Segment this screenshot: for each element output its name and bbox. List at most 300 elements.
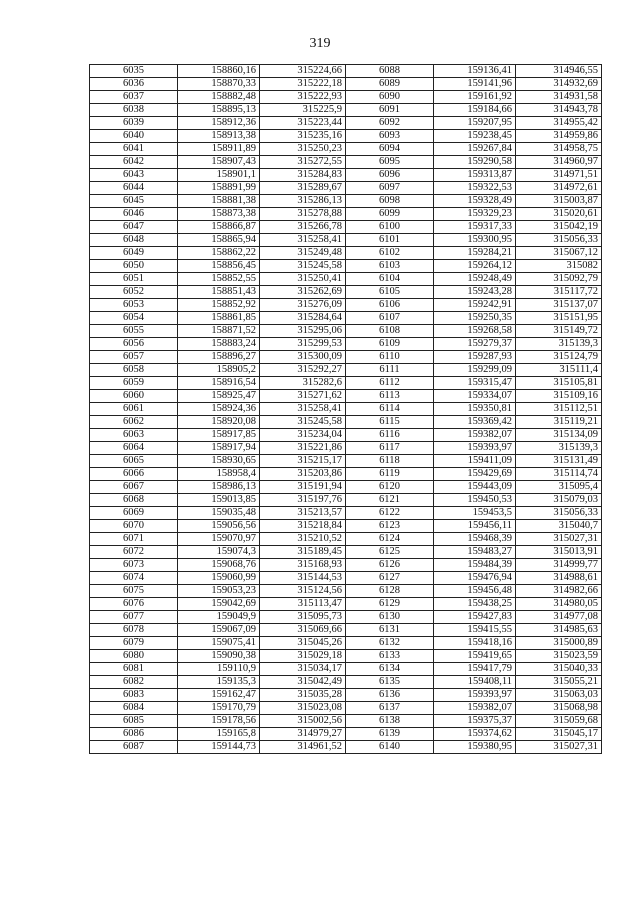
left-point-number-cell: 6059: [90, 377, 178, 390]
left-y-coordinate-cell: 315292,27: [260, 364, 346, 377]
table-row: [90, 481, 602, 494]
table-row: [90, 104, 602, 117]
right-x-coordinate-cell: 159419,65: [434, 650, 516, 663]
right-x-coordinate-cell: 159328,49: [434, 195, 516, 208]
right-x-coordinate-cell: 159438,25: [434, 598, 516, 611]
left-x-coordinate-cell: 158916,54: [178, 377, 260, 390]
right-point-number-cell: 6103: [346, 260, 434, 273]
left-y-coordinate-cell: 315034,17: [260, 663, 346, 676]
left-x-coordinate-cell: 158882,48: [178, 91, 260, 104]
left-x-coordinate-cell: 158924,36: [178, 403, 260, 416]
left-point-number-cell: 6078: [90, 624, 178, 637]
left-y-coordinate-cell: 315234,04: [260, 429, 346, 442]
right-x-coordinate-cell: 159450,53: [434, 494, 516, 507]
right-x-coordinate-cell: 159429,69: [434, 468, 516, 481]
left-x-coordinate-cell: 159042,69: [178, 598, 260, 611]
right-y-coordinate-cell: 315111,4: [516, 364, 602, 377]
left-point-number-cell: 6046: [90, 208, 178, 221]
right-x-coordinate-cell: 159242,91: [434, 299, 516, 312]
right-point-number-cell: 6109: [346, 338, 434, 351]
right-y-coordinate-cell: 314971,51: [516, 169, 602, 182]
right-x-coordinate-cell: 159267,84: [434, 143, 516, 156]
left-y-coordinate-cell: 315221,86: [260, 442, 346, 455]
right-y-coordinate-cell: 314972,61: [516, 182, 602, 195]
left-x-coordinate-cell: 158895,13: [178, 104, 260, 117]
right-x-coordinate-cell: 159374,62: [434, 728, 516, 741]
right-y-coordinate-cell: 314958,75: [516, 143, 602, 156]
left-y-coordinate-cell: 315299,53: [260, 338, 346, 351]
right-x-coordinate-cell: 159161,92: [434, 91, 516, 104]
right-point-number-cell: 6101: [346, 234, 434, 247]
right-y-coordinate-cell: 315067,12: [516, 247, 602, 260]
table-row: [90, 221, 602, 234]
right-x-coordinate-cell: 159427,83: [434, 611, 516, 624]
right-x-coordinate-cell: 159382,07: [434, 702, 516, 715]
left-y-coordinate-cell: 315002,56: [260, 715, 346, 728]
right-x-coordinate-cell: 159476,94: [434, 572, 516, 585]
left-x-coordinate-cell: 158925,47: [178, 390, 260, 403]
left-point-number-cell: 6068: [90, 494, 178, 507]
left-x-coordinate-cell: 159135,3: [178, 676, 260, 689]
table-row: [90, 286, 602, 299]
left-y-coordinate-cell: 315222,18: [260, 78, 346, 91]
left-x-coordinate-cell: 158920,08: [178, 416, 260, 429]
table-row: [90, 273, 602, 286]
right-x-coordinate-cell: 159350,81: [434, 403, 516, 416]
right-y-coordinate-cell: 314955,42: [516, 117, 602, 130]
left-x-coordinate-cell: 159013,85: [178, 494, 260, 507]
table-row: [90, 403, 602, 416]
right-x-coordinate-cell: 159380,95: [434, 741, 516, 754]
right-y-coordinate-cell: 315105,81: [516, 377, 602, 390]
left-point-number-cell: 6037: [90, 91, 178, 104]
right-point-number-cell: 6094: [346, 143, 434, 156]
right-x-coordinate-cell: 159299,09: [434, 364, 516, 377]
table-row: [90, 312, 602, 325]
left-point-number-cell: 6064: [90, 442, 178, 455]
left-point-number-cell: 6071: [90, 533, 178, 546]
left-x-coordinate-cell: 159162,47: [178, 689, 260, 702]
left-y-coordinate-cell: 315222,93: [260, 91, 346, 104]
right-y-coordinate-cell: 314988,61: [516, 572, 602, 585]
left-point-number-cell: 6086: [90, 728, 178, 741]
left-x-coordinate-cell: 158852,92: [178, 299, 260, 312]
left-point-number-cell: 6050: [90, 260, 178, 273]
right-y-coordinate-cell: 315137,07: [516, 299, 602, 312]
right-y-coordinate-cell: 315027,31: [516, 741, 602, 754]
right-x-coordinate-cell: 159279,37: [434, 338, 516, 351]
right-x-coordinate-cell: 159141,96: [434, 78, 516, 91]
left-y-coordinate-cell: 315245,58: [260, 260, 346, 273]
right-x-coordinate-cell: 159264,12: [434, 260, 516, 273]
right-x-coordinate-cell: 159411,09: [434, 455, 516, 468]
right-x-coordinate-cell: 159136,41: [434, 65, 516, 78]
left-x-coordinate-cell: 158856,45: [178, 260, 260, 273]
left-point-number-cell: 6065: [90, 455, 178, 468]
left-y-coordinate-cell: 315215,17: [260, 455, 346, 468]
table-row: [90, 182, 602, 195]
right-y-coordinate-cell: 314985,63: [516, 624, 602, 637]
left-y-coordinate-cell: 315249,48: [260, 247, 346, 260]
left-point-number-cell: 6066: [90, 468, 178, 481]
table-row: [90, 91, 602, 104]
right-y-coordinate-cell: 315063,03: [516, 689, 602, 702]
table-row: [90, 234, 602, 247]
right-x-coordinate-cell: 159250,35: [434, 312, 516, 325]
left-x-coordinate-cell: 158907,43: [178, 156, 260, 169]
left-x-coordinate-cell: 158861,85: [178, 312, 260, 325]
left-x-coordinate-cell: 158866,87: [178, 221, 260, 234]
left-x-coordinate-cell: 158901,1: [178, 169, 260, 182]
left-x-coordinate-cell: 159056,56: [178, 520, 260, 533]
right-point-number-cell: 6099: [346, 208, 434, 221]
table-row: [90, 546, 602, 559]
right-y-coordinate-cell: 314999,77: [516, 559, 602, 572]
table-row: [90, 364, 602, 377]
right-y-coordinate-cell: 315114,74: [516, 468, 602, 481]
left-x-coordinate-cell: 158958,4: [178, 468, 260, 481]
right-y-coordinate-cell: 315003,87: [516, 195, 602, 208]
table-row: [90, 208, 602, 221]
left-point-number-cell: 6054: [90, 312, 178, 325]
right-y-coordinate-cell: 315013,91: [516, 546, 602, 559]
right-y-coordinate-cell: 315023,59: [516, 650, 602, 663]
left-x-coordinate-cell: 158912,36: [178, 117, 260, 130]
right-y-coordinate-cell: 315040,7: [516, 520, 602, 533]
right-y-coordinate-cell: 315139,3: [516, 338, 602, 351]
left-x-coordinate-cell: 158913,38: [178, 130, 260, 143]
right-point-number-cell: 6127: [346, 572, 434, 585]
right-point-number-cell: 6120: [346, 481, 434, 494]
left-x-coordinate-cell: 159068,76: [178, 559, 260, 572]
table-row: [90, 260, 602, 273]
table-row: [90, 299, 602, 312]
right-x-coordinate-cell: 159375,37: [434, 715, 516, 728]
table-row: [90, 130, 602, 143]
right-point-number-cell: 6134: [346, 663, 434, 676]
left-point-number-cell: 6069: [90, 507, 178, 520]
left-point-number-cell: 6077: [90, 611, 178, 624]
right-point-number-cell: 6106: [346, 299, 434, 312]
left-point-number-cell: 6076: [90, 598, 178, 611]
right-y-coordinate-cell: 314980,05: [516, 598, 602, 611]
right-point-number-cell: 6121: [346, 494, 434, 507]
left-point-number-cell: 6061: [90, 403, 178, 416]
left-point-number-cell: 6049: [90, 247, 178, 260]
right-point-number-cell: 6096: [346, 169, 434, 182]
right-x-coordinate-cell: 159248,49: [434, 273, 516, 286]
right-point-number-cell: 6129: [346, 598, 434, 611]
table-row: [90, 442, 602, 455]
right-point-number-cell: 6105: [346, 286, 434, 299]
right-point-number-cell: 6119: [346, 468, 434, 481]
right-x-coordinate-cell: 159313,87: [434, 169, 516, 182]
table-row: [90, 429, 602, 442]
left-y-coordinate-cell: 315113,47: [260, 598, 346, 611]
left-x-coordinate-cell: 158870,33: [178, 78, 260, 91]
right-x-coordinate-cell: 159456,11: [434, 520, 516, 533]
right-x-coordinate-cell: 159468,39: [434, 533, 516, 546]
left-y-coordinate-cell: 315045,26: [260, 637, 346, 650]
left-x-coordinate-cell: 159170,79: [178, 702, 260, 715]
left-y-coordinate-cell: 315035,28: [260, 689, 346, 702]
right-point-number-cell: 6138: [346, 715, 434, 728]
left-x-coordinate-cell: 158917,94: [178, 442, 260, 455]
right-x-coordinate-cell: 159415,55: [434, 624, 516, 637]
left-x-coordinate-cell: 158917,85: [178, 429, 260, 442]
left-x-coordinate-cell: 158905,2: [178, 364, 260, 377]
right-y-coordinate-cell: 314943,78: [516, 104, 602, 117]
left-point-number-cell: 6039: [90, 117, 178, 130]
right-point-number-cell: 6097: [346, 182, 434, 195]
left-y-coordinate-cell: 315245,58: [260, 416, 346, 429]
left-x-coordinate-cell: 158860,16: [178, 65, 260, 78]
right-point-number-cell: 6098: [346, 195, 434, 208]
right-x-coordinate-cell: 159456,48: [434, 585, 516, 598]
left-point-number-cell: 6047: [90, 221, 178, 234]
right-point-number-cell: 6114: [346, 403, 434, 416]
right-x-coordinate-cell: 159184,66: [434, 104, 516, 117]
left-point-number-cell: 6085: [90, 715, 178, 728]
left-x-coordinate-cell: 158930,65: [178, 455, 260, 468]
left-x-coordinate-cell: 159053,23: [178, 585, 260, 598]
right-y-coordinate-cell: 315027,31: [516, 533, 602, 546]
right-point-number-cell: 6118: [346, 455, 434, 468]
right-y-coordinate-cell: 315139,3: [516, 442, 602, 455]
left-point-number-cell: 6063: [90, 429, 178, 442]
table-row: [90, 377, 602, 390]
left-point-number-cell: 6056: [90, 338, 178, 351]
table-row: [90, 156, 602, 169]
left-y-coordinate-cell: 315258,41: [260, 234, 346, 247]
right-point-number-cell: 6128: [346, 585, 434, 598]
left-y-coordinate-cell: 315250,41: [260, 273, 346, 286]
right-y-coordinate-cell: 314931,58: [516, 91, 602, 104]
left-y-coordinate-cell: 315144,53: [260, 572, 346, 585]
right-point-number-cell: 6117: [346, 442, 434, 455]
left-y-coordinate-cell: 315284,64: [260, 312, 346, 325]
table-row: [90, 247, 602, 260]
left-point-number-cell: 6044: [90, 182, 178, 195]
table-row: [90, 338, 602, 351]
table-row: [90, 390, 602, 403]
right-x-coordinate-cell: 159329,23: [434, 208, 516, 221]
table-row: [90, 715, 602, 728]
left-point-number-cell: 6055: [90, 325, 178, 338]
left-point-number-cell: 6087: [90, 741, 178, 754]
left-point-number-cell: 6041: [90, 143, 178, 156]
left-y-coordinate-cell: 315023,08: [260, 702, 346, 715]
left-x-coordinate-cell: 158986,13: [178, 481, 260, 494]
right-y-coordinate-cell: 315042,19: [516, 221, 602, 234]
table-row: [90, 468, 602, 481]
left-y-coordinate-cell: 315218,84: [260, 520, 346, 533]
table-row: [90, 689, 602, 702]
right-point-number-cell: 6132: [346, 637, 434, 650]
left-point-number-cell: 6057: [90, 351, 178, 364]
table-row: [90, 702, 602, 715]
left-point-number-cell: 6074: [90, 572, 178, 585]
left-point-number-cell: 6058: [90, 364, 178, 377]
left-point-number-cell: 6075: [90, 585, 178, 598]
coordinates-table-body: [90, 65, 602, 754]
right-y-coordinate-cell: 315092,79: [516, 273, 602, 286]
right-x-coordinate-cell: 159207,95: [434, 117, 516, 130]
right-y-coordinate-cell: 315109,16: [516, 390, 602, 403]
left-x-coordinate-cell: 158883,24: [178, 338, 260, 351]
right-y-coordinate-cell: 315056,33: [516, 507, 602, 520]
right-x-coordinate-cell: 159484,39: [434, 559, 516, 572]
table-row: [90, 520, 602, 533]
left-point-number-cell: 6038: [90, 104, 178, 117]
right-y-coordinate-cell: 315079,03: [516, 494, 602, 507]
left-y-coordinate-cell: 315278,88: [260, 208, 346, 221]
right-x-coordinate-cell: 159334,07: [434, 390, 516, 403]
right-point-number-cell: 6126: [346, 559, 434, 572]
right-y-coordinate-cell: 315149,72: [516, 325, 602, 338]
left-x-coordinate-cell: 159060,99: [178, 572, 260, 585]
left-point-number-cell: 6082: [90, 676, 178, 689]
right-point-number-cell: 6137: [346, 702, 434, 715]
right-y-coordinate-cell: 314982,66: [516, 585, 602, 598]
left-y-coordinate-cell: 315300,09: [260, 351, 346, 364]
left-x-coordinate-cell: 158871,52: [178, 325, 260, 338]
right-x-coordinate-cell: 159317,33: [434, 221, 516, 234]
left-point-number-cell: 6081: [90, 663, 178, 676]
right-point-number-cell: 6115: [346, 416, 434, 429]
left-point-number-cell: 6048: [90, 234, 178, 247]
right-y-coordinate-cell: 315020,61: [516, 208, 602, 221]
table-row: [90, 572, 602, 585]
left-x-coordinate-cell: 158865,94: [178, 234, 260, 247]
right-x-coordinate-cell: 159483,27: [434, 546, 516, 559]
left-y-coordinate-cell: 315286,13: [260, 195, 346, 208]
left-y-coordinate-cell: 315289,67: [260, 182, 346, 195]
left-y-coordinate-cell: 315124,56: [260, 585, 346, 598]
table-row: [90, 741, 602, 754]
right-point-number-cell: 6111: [346, 364, 434, 377]
left-y-coordinate-cell: 315271,62: [260, 390, 346, 403]
right-x-coordinate-cell: 159287,93: [434, 351, 516, 364]
table-row: [90, 585, 602, 598]
right-point-number-cell: 6136: [346, 689, 434, 702]
right-y-coordinate-cell: 315131,49: [516, 455, 602, 468]
coordinates-table: [89, 64, 602, 754]
left-point-number-cell: 6072: [90, 546, 178, 559]
left-x-coordinate-cell: 159075,41: [178, 637, 260, 650]
table-row: [90, 663, 602, 676]
left-y-coordinate-cell: 315069,66: [260, 624, 346, 637]
table-row: [90, 637, 602, 650]
left-y-coordinate-cell: 315189,45: [260, 546, 346, 559]
right-x-coordinate-cell: 159453,5: [434, 507, 516, 520]
left-point-number-cell: 6040: [90, 130, 178, 143]
table-row: [90, 611, 602, 624]
table-row: [90, 624, 602, 637]
left-y-coordinate-cell: 314979,27: [260, 728, 346, 741]
left-y-coordinate-cell: 315225,9: [260, 104, 346, 117]
left-x-coordinate-cell: 159178,56: [178, 715, 260, 728]
left-y-coordinate-cell: 315282,6: [260, 377, 346, 390]
left-y-coordinate-cell: 315223,44: [260, 117, 346, 130]
right-point-number-cell: 6089: [346, 78, 434, 91]
left-y-coordinate-cell: 315029,18: [260, 650, 346, 663]
right-y-coordinate-cell: 315095,4: [516, 481, 602, 494]
right-x-coordinate-cell: 159315,47: [434, 377, 516, 390]
right-x-coordinate-cell: 159322,53: [434, 182, 516, 195]
right-y-coordinate-cell: 315119,21: [516, 416, 602, 429]
right-y-coordinate-cell: 315068,98: [516, 702, 602, 715]
left-point-number-cell: 6083: [90, 689, 178, 702]
table-row: [90, 325, 602, 338]
right-x-coordinate-cell: 159243,28: [434, 286, 516, 299]
right-point-number-cell: 6092: [346, 117, 434, 130]
right-y-coordinate-cell: 315112,51: [516, 403, 602, 416]
right-y-coordinate-cell: 315124,79: [516, 351, 602, 364]
left-y-coordinate-cell: 315272,55: [260, 156, 346, 169]
table-row: [90, 559, 602, 572]
left-y-coordinate-cell: 314961,52: [260, 741, 346, 754]
right-point-number-cell: 6122: [346, 507, 434, 520]
right-x-coordinate-cell: 159418,16: [434, 637, 516, 650]
right-point-number-cell: 6091: [346, 104, 434, 117]
left-x-coordinate-cell: 158852,55: [178, 273, 260, 286]
left-y-coordinate-cell: 315042,49: [260, 676, 346, 689]
left-x-coordinate-cell: 159165,8: [178, 728, 260, 741]
left-point-number-cell: 6067: [90, 481, 178, 494]
left-point-number-cell: 6043: [90, 169, 178, 182]
right-point-number-cell: 6107: [346, 312, 434, 325]
left-y-coordinate-cell: 315284,83: [260, 169, 346, 182]
right-y-coordinate-cell: 314977,08: [516, 611, 602, 624]
page-number: 319: [309, 36, 331, 51]
table-row: [90, 169, 602, 182]
left-point-number-cell: 6079: [90, 637, 178, 650]
left-y-coordinate-cell: 315250,23: [260, 143, 346, 156]
right-y-coordinate-cell: 315134,09: [516, 429, 602, 442]
left-point-number-cell: 6084: [90, 702, 178, 715]
right-point-number-cell: 6123: [346, 520, 434, 533]
table-row: [90, 728, 602, 741]
right-x-coordinate-cell: 159393,97: [434, 689, 516, 702]
table-row: [90, 650, 602, 663]
right-y-coordinate-cell: 314959,86: [516, 130, 602, 143]
right-x-coordinate-cell: 159300,95: [434, 234, 516, 247]
right-x-coordinate-cell: 159393,97: [434, 442, 516, 455]
right-y-coordinate-cell: 314960,97: [516, 156, 602, 169]
right-y-coordinate-cell: 315151,95: [516, 312, 602, 325]
left-y-coordinate-cell: 315295,06: [260, 325, 346, 338]
left-y-coordinate-cell: 315276,09: [260, 299, 346, 312]
table-row: [90, 533, 602, 546]
table-row: [90, 65, 602, 78]
left-x-coordinate-cell: 159035,48: [178, 507, 260, 520]
left-x-coordinate-cell: 159110,9: [178, 663, 260, 676]
left-point-number-cell: 6070: [90, 520, 178, 533]
left-y-coordinate-cell: 315266,78: [260, 221, 346, 234]
right-point-number-cell: 6124: [346, 533, 434, 546]
left-point-number-cell: 6060: [90, 390, 178, 403]
table-row: [90, 143, 602, 156]
right-y-coordinate-cell: 314946,55: [516, 65, 602, 78]
right-x-coordinate-cell: 159290,58: [434, 156, 516, 169]
table-row: [90, 676, 602, 689]
right-point-number-cell: 6095: [346, 156, 434, 169]
right-point-number-cell: 6100: [346, 221, 434, 234]
table-row: [90, 416, 602, 429]
right-point-number-cell: 6104: [346, 273, 434, 286]
left-x-coordinate-cell: 158881,38: [178, 195, 260, 208]
